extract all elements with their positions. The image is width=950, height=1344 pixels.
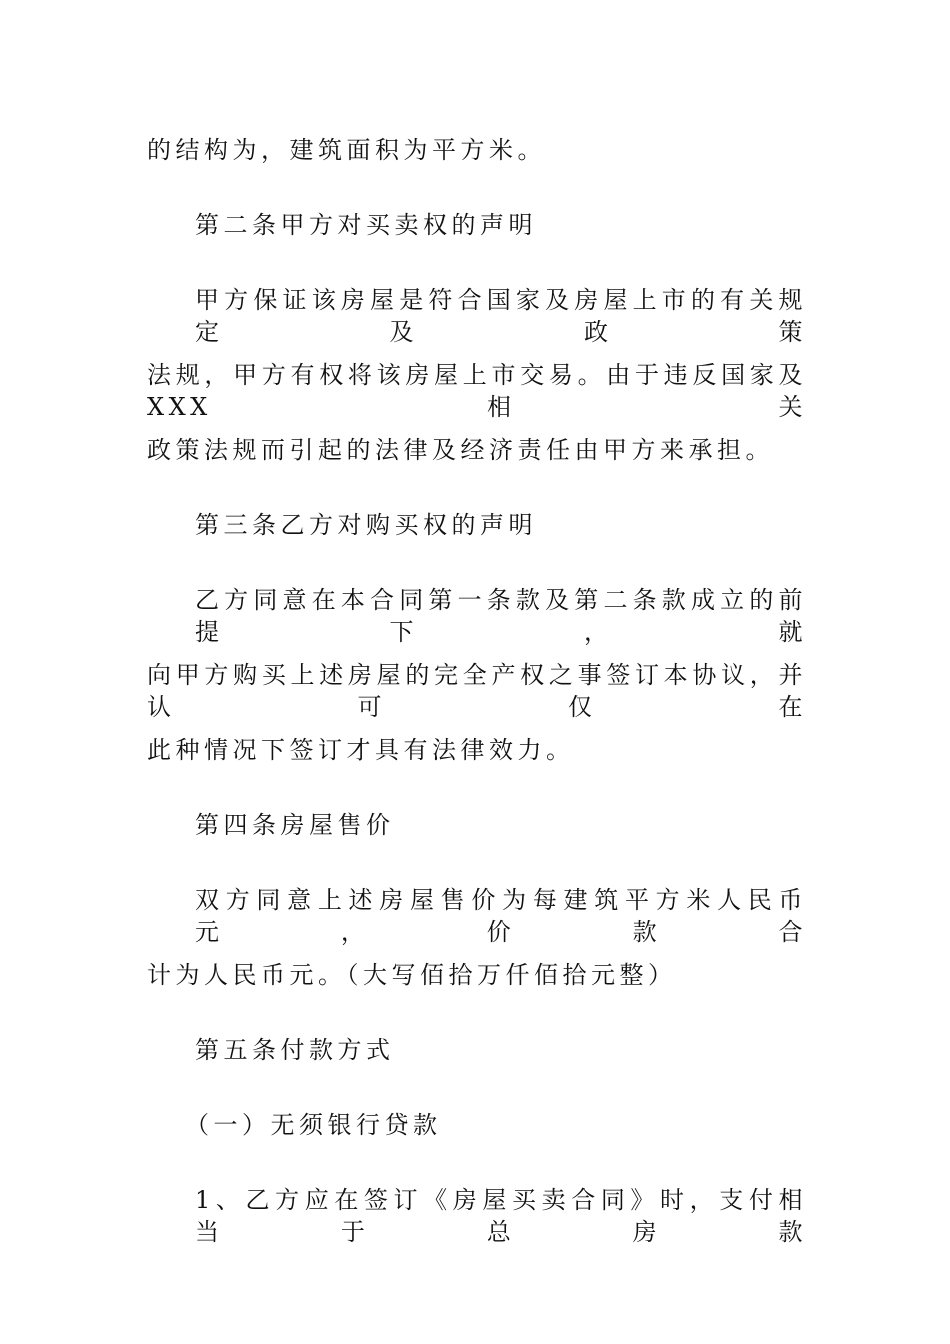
paragraph-line: 政策法规而引起的法律及经济责任由甲方来承担。 <box>147 436 774 464</box>
article-heading: 第四条房屋售价 <box>195 811 395 839</box>
paragraph-line: 法规，甲方有权将该房屋上市交易。由于违反国家及 XXX 相关 <box>147 361 807 421</box>
paragraph-line: 此种情况下签订才具有法律效力。 <box>147 736 575 764</box>
paragraph-line: 的结构为，建筑面积为平方米。 <box>147 136 546 164</box>
article-heading: 第二条甲方对买卖权的声明 <box>195 211 537 239</box>
paragraph-line: 乙方同意在本合同第一条款及第二条款成立的前提下，就 <box>195 586 807 646</box>
paragraph-line: 双方同意上述房屋售价为每建筑平方米人民币元，价款合 <box>195 886 807 946</box>
article-heading: 第三条乙方对购买权的声明 <box>195 511 537 539</box>
paragraph-line: 1、乙方应在签订《房屋买卖合同》时，支付相当于总房款 <box>195 1186 807 1246</box>
paragraph-line: 计为人民币元。（大写佰拾万仟佰拾元整） <box>147 961 677 989</box>
paragraph-line: 向甲方购买上述房屋的完全产权之事签订本协议，并认可仅在 <box>147 661 807 721</box>
article-heading: 第五条付款方式 <box>195 1036 395 1064</box>
paragraph-line: 甲方保证该房屋是符合国家及房屋上市的有关规定及政策 <box>195 286 807 346</box>
sub-heading: （一）无须银行贷款 <box>185 1111 442 1139</box>
